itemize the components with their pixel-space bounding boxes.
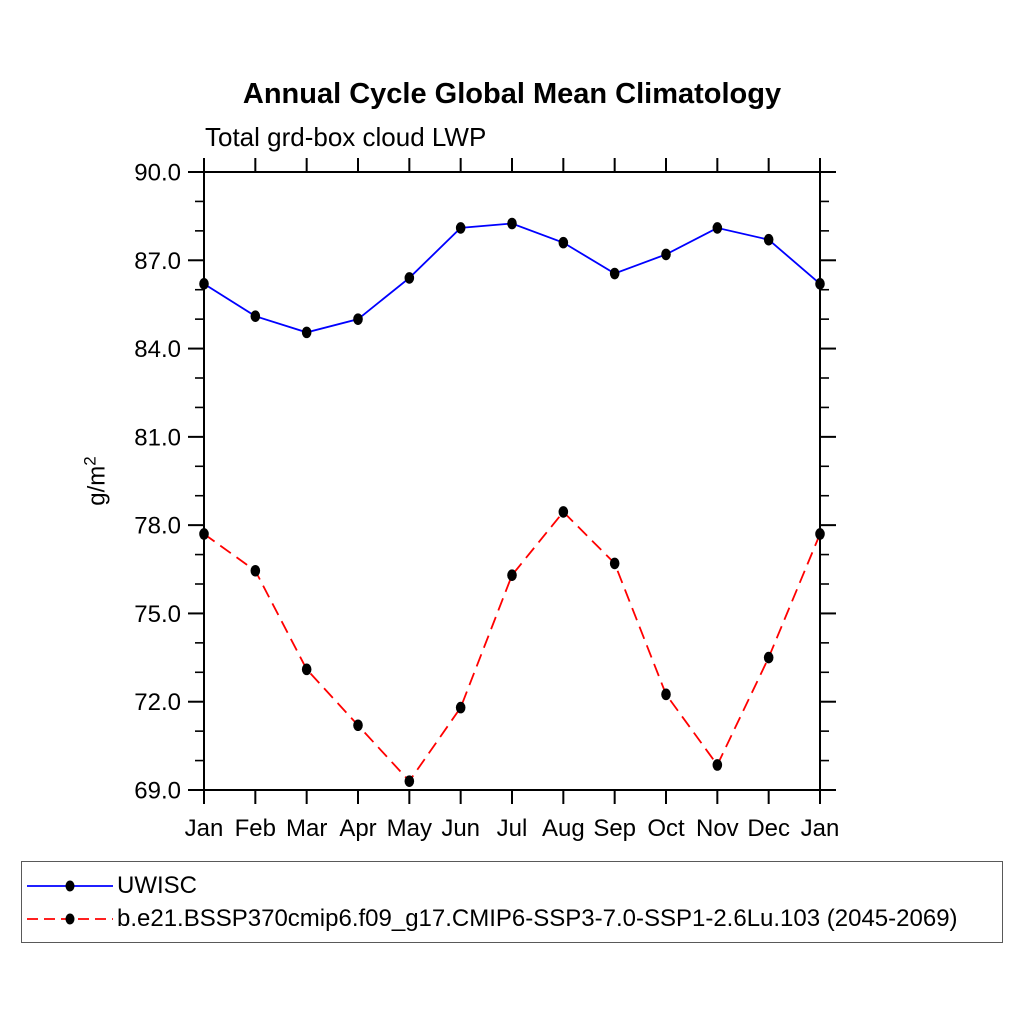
data-point-marker — [764, 652, 774, 664]
y-axis-label-exponent: 2 — [80, 456, 100, 466]
x-tick-label: Apr — [339, 815, 377, 842]
x-tick-label: Dec — [747, 815, 791, 842]
data-point-marker — [815, 278, 825, 290]
data-point-marker — [353, 719, 363, 731]
data-point-marker — [507, 569, 517, 581]
data-point-marker — [559, 506, 569, 518]
data-point-marker — [405, 272, 415, 284]
x-tick-label: Jun — [441, 815, 481, 842]
y-tick-label: 72.0 — [134, 689, 181, 717]
legend-line-sample-model — [25, 910, 115, 928]
data-point-marker — [713, 222, 723, 234]
data-point-marker — [251, 565, 261, 577]
data-point-marker — [507, 218, 517, 230]
x-tick-label: May — [386, 815, 433, 842]
y-tick-label: 87.0 — [134, 247, 181, 275]
legend-box — [21, 861, 1003, 943]
y-tick-label: 90.0 — [134, 159, 181, 187]
data-point-marker — [713, 759, 723, 771]
x-tick-label: Jan — [800, 815, 840, 842]
data-point-marker — [764, 234, 774, 246]
data-point-marker — [405, 775, 415, 787]
legend-entry-model — [22, 902, 1002, 935]
data-point-marker — [610, 558, 620, 570]
x-tick-label: Feb — [234, 815, 277, 842]
data-point-marker — [610, 268, 620, 280]
data-point-marker — [815, 528, 825, 540]
chart-subtitle: Total grd-box cloud LWP — [205, 122, 487, 152]
y-tick-label: 78.0 — [134, 512, 181, 540]
x-tick-label: Sep — [593, 815, 637, 842]
data-point-marker — [661, 249, 671, 261]
x-tick-label: Aug — [541, 815, 585, 842]
data-point-marker — [199, 528, 209, 540]
x-tick-label: Jul — [496, 815, 528, 842]
y-axis-label-base: g/m — [83, 465, 111, 506]
plot-frame — [204, 172, 820, 790]
data-point-marker — [456, 702, 466, 714]
data-point-marker — [559, 237, 569, 249]
legend-label-model: b.e21.BSSP370cmip6.f09_g17.CMIP6-SSP3-7.0-SSP1-2.6Lu.103 (2045-2069) — [117, 904, 958, 932]
y-tick-label: 81.0 — [134, 424, 181, 452]
x-tick-label: Nov — [695, 815, 739, 842]
data-point-marker — [353, 313, 363, 325]
data-point-marker — [199, 278, 209, 290]
data-point-marker — [456, 222, 466, 234]
data-point-marker — [302, 327, 312, 339]
x-tick-label: Jan — [184, 815, 224, 842]
legend-sample-marker — [66, 913, 75, 924]
y-tick-label: 75.0 — [134, 600, 181, 628]
legend-sample-marker — [66, 880, 75, 891]
legend-entry-uwisc — [22, 869, 1002, 902]
series-line-uwisc — [204, 224, 820, 333]
y-tick-label: 84.0 — [134, 336, 181, 364]
y-axis-label — [81, 456, 112, 505]
y-tick-label: 69.0 — [134, 777, 181, 805]
legend-line-sample-uwisc — [25, 877, 115, 895]
data-point-marker — [661, 689, 671, 701]
legend-label-uwisc: UWISC — [117, 871, 197, 899]
x-tick-label: Mar — [285, 815, 328, 842]
x-tick-label: Oct — [647, 815, 685, 842]
series-line-model — [204, 512, 820, 781]
chart-title: Annual Cycle Global Mean Climatology — [242, 78, 782, 110]
data-point-marker — [251, 310, 261, 322]
data-point-marker — [302, 664, 312, 676]
